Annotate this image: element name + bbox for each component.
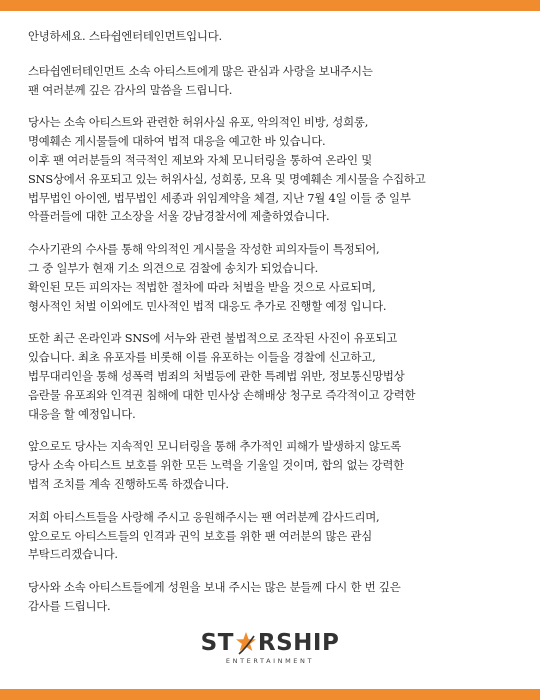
- logo-subtitle: ENTERTAINMENT: [225, 657, 315, 665]
- text-line: 앞으로도 당사는 지속적인 모니터링을 통해 추가적인 피해가 발생하지 않도록: [28, 439, 402, 454]
- paragraph: [28, 578, 518, 616]
- text-line: 그 중 일부가 현재 기소 의견으로 검찰에 송치가 되었습니다.: [28, 260, 319, 275]
- text-line: 앞으로도 아티스트들의 인격과 권익 보호를 위한 팬 여러분의 많은 관심: [28, 528, 373, 543]
- statement-body: [28, 27, 518, 630]
- text-line: 이후 팬 여러분들의 적극적인 제보와 자체 모니터링을 통하여 온라인 및: [28, 152, 373, 167]
- text-line: 당사는 소속 아티스트와 관련한 허위사실 유포, 악의적인 비방, 성희롱,: [28, 115, 369, 130]
- text-line: 안녕하세요. 스타쉽엔터테인먼트입니다.: [28, 29, 222, 43]
- paragraph: [28, 113, 518, 226]
- star-icon: [234, 630, 258, 656]
- paragraph: [28, 437, 518, 493]
- paragraph: [28, 329, 518, 423]
- bottom-accent-bar: [0, 689, 540, 700]
- paragraph: [28, 27, 518, 46]
- text-line: 음란물 유포죄와 인격권 침해에 대한 민사상 손해배상 청구로 즉각적이고 강력한: [28, 387, 416, 402]
- text-line: 형사적인 처벌 이외에도 민사적인 법적 대응도 추가로 진행할 예정 입니다.: [28, 298, 387, 313]
- text-line: 감사를 드립니다.: [28, 598, 111, 613]
- company-logo: [0, 630, 540, 665]
- logo-text-part2: RSHIP: [257, 630, 340, 656]
- text-line: 법적 조치를 계속 진행하도록 하겠습니다.: [28, 476, 229, 491]
- text-line: 당사 소속 아티스트 보호를 위한 모든 노력을 기울일 것이며, 합의 없는 강력한: [28, 458, 404, 473]
- text-line: 스타쉽엔터테인먼트 소속 아티스트에게 많은 관심과 사랑을 보내주시는: [28, 63, 373, 78]
- text-line: 팬 여러분께 깊은 감사의 말씀을 드립니다.: [28, 82, 233, 97]
- text-line: 악플러들에 대한 고소장을 서울 강남경찰서에 제출하였습니다.: [28, 209, 330, 224]
- text-line: 수사기관의 수사를 통해 악의적인 게시물을 작성한 피의자들이 특정되어,: [28, 242, 380, 257]
- text-line: 대응을 할 예정입니다.: [28, 406, 136, 421]
- text-line: SNS상에서 유포되고 있는 허위사실, 성희롱, 모욕 및 명예훼손 게시물을 수집하고: [28, 171, 426, 186]
- logo-wordmark: [201, 630, 340, 656]
- text-line: 저희 아티스트들을 사랑해 주시고 응원해주시는 팬 여러분께 감사드리며,: [28, 509, 380, 524]
- text-line: 또한 최근 온라인과 SNS에 서누와 관련 불법적으로 조작된 사진이 유포되고: [28, 331, 398, 346]
- paragraph: [28, 240, 518, 315]
- text-line: 부탁드리겠습니다.: [28, 547, 118, 562]
- text-line: 있습니다. 최초 유포자를 비롯해 이를 유포하는 이들을 경찰에 신고하고,: [28, 350, 376, 365]
- paragraph: [28, 508, 518, 564]
- text-line: 법무법인 아이엔, 법무법인 세종과 위임계약을 체결, 지난 7월 4일 이들 중 일부: [28, 190, 411, 205]
- text-line: 당사와 소속 아티스트들에게 성원을 보내 주시는 많은 분들께 다시 한 번 깊은: [28, 580, 401, 595]
- paragraph: [28, 62, 518, 100]
- text-line: 법무대리인을 통해 성폭력 범죄의 처벌등에 관한 특례법 위반, 정보통신망법상: [28, 368, 405, 383]
- text-line: 확인된 모든 피의자는 적법한 절차에 따라 처벌을 받을 것으로 사료되며,: [28, 279, 376, 294]
- text-line: 명예훼손 게시물들에 대하여 법적 대응을 예고한 바 있습니다.: [28, 134, 326, 149]
- top-accent-bar: [0, 0, 540, 11]
- logo-text-part1: ST: [200, 630, 234, 656]
